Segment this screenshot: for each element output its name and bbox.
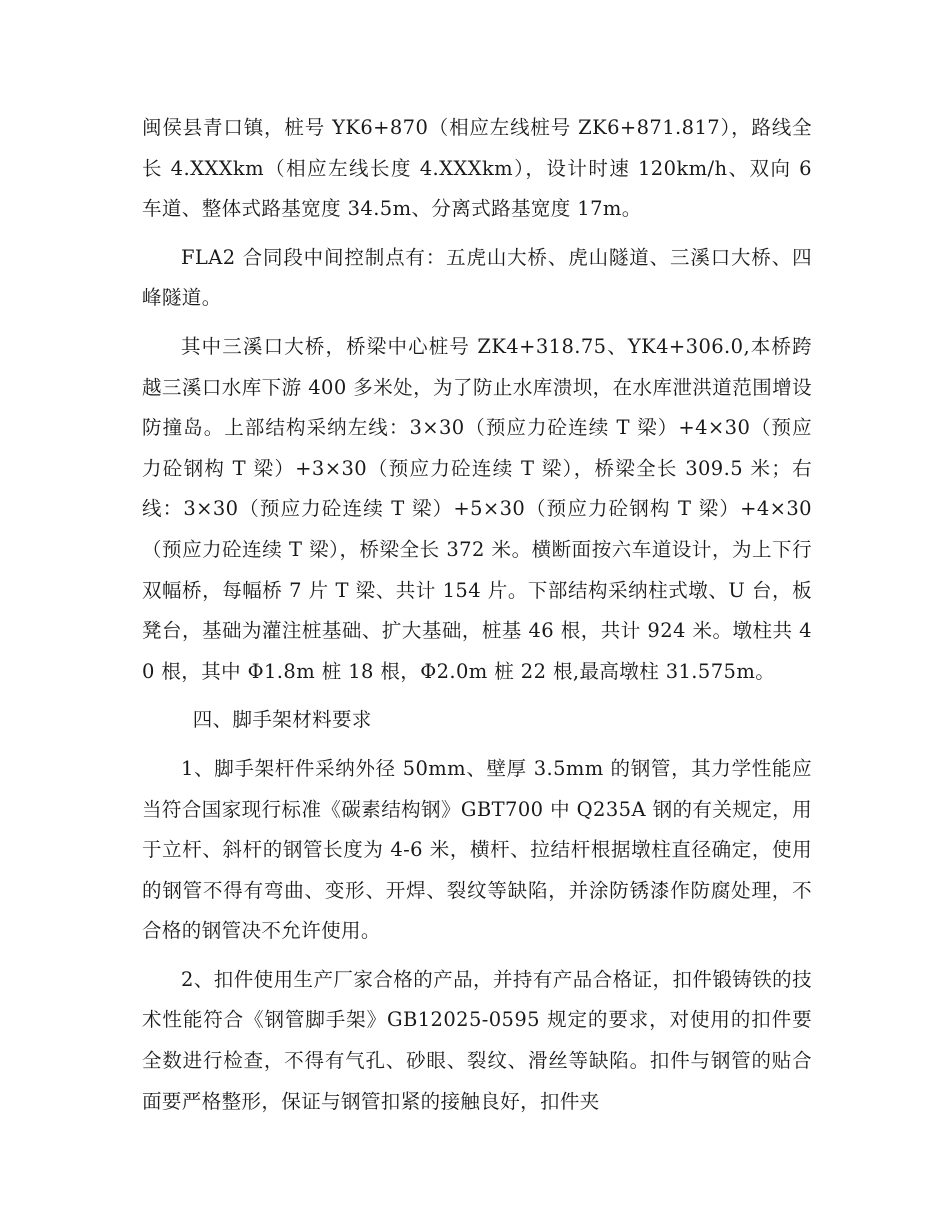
document-body	[142, 108, 812, 1122]
paragraph-control-points: FLA2 合同段中间控制点有：五虎山大桥、虎山隧道、三溪口大桥、四峰隧道。	[142, 245, 812, 310]
section-heading: 四、脚手架材料要求	[192, 708, 372, 732]
paragraph-route-summary: 闽侯县青口镇，桩号 YK6+870（相应左线桩号 ZK6+871.817），路线全长 4.XXXkm（相应左线长度 4.XXXkm），设计时速 120km/h、双向 6 车道、整体式路基宽度 34.5m、分离式路基宽度 17m。	[142, 116, 812, 221]
paragraph-fastener-requirements: 2、扣件使用生产厂家合格的产品，并持有产品合格证，扣件锻铸铁的技术性能符合《钢管脚手架》GB12025-0595 规定的要求，对使用的扣件要全数进行检查，不得有气孔、砂眼、裂纹、滑丝等缺陷。扣件与钢管的贴合面要严格整形，保证与钢管扣紧的接触良好，扣件夹	[142, 967, 812, 1113]
paragraph-bridge-description: 其中三溪口大桥，桥梁中心桩号 ZK4+318.75、YK4+306.0,本桥跨越三溪口水库下游 400 多米处，为了防止水库溃坝，在水库泄洪道范围增设防撞岛。上部结构采纳左线：3×30（预应力砼连续 T 梁）+4×30（预应力砼钢构 T 梁）+3×30（预应力砼连续 T 梁），桥梁全长 309.5 米；右线：3×30（预应力砼连续 T 梁）+5×30（预应力砼钢构 T 梁）+4×30（预应力砼连续 T 梁），桥梁全长 372 米。横断面按六车道设计，为上下行双幅桥，每幅桥 7 片 T 梁、共计 154 片。下部结构采纳柱式墩、U 台，板凳台，基础为灌注桩基础、扩大基础，桩基 46 根，共计 924 米。墩柱共 40 根，其中 Φ1.8m 桩 18 根，Φ2.0m 桩 22 根,最高墩柱 31.575m。	[142, 334, 812, 683]
paragraph-steel-pipe-requirements: 1、脚手架杆件采纳外径 50mm、壁厚 3.5mm 的钢管，其力学性能应当符合国家现行标准《碳素结构钢》GBT700 中 Q235A 钢的有关规定，用于立杆、斜杆的钢管长度为 4-6 米，横杆、拉结杆根据墩柱直径确定，使用的钢管不得有弯曲、变形、开焊、裂纹等缺陷，并涂防锈漆作防腐处理，不合格的钢管决不允许使用。	[142, 756, 812, 943]
